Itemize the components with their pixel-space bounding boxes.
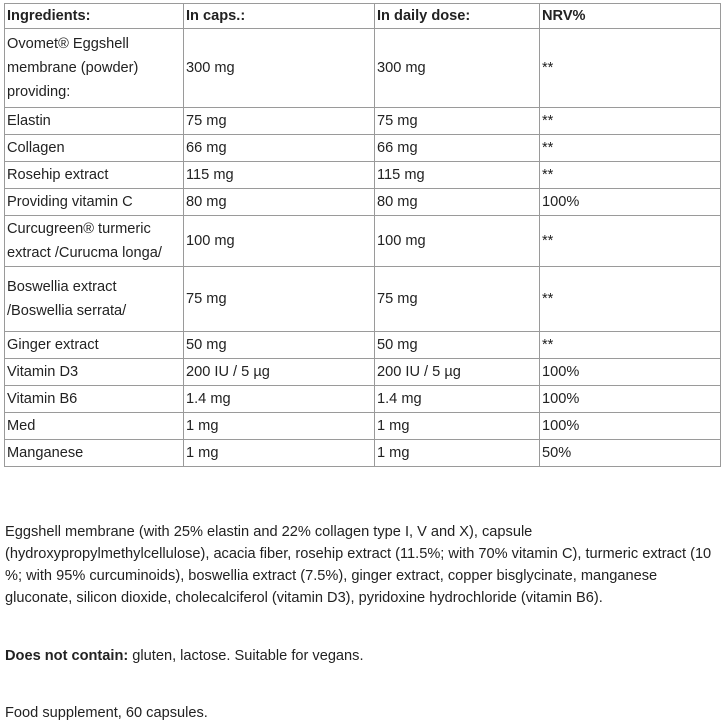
cell-nrv: ** <box>540 29 721 108</box>
cell-ingredient: Vitamin D3 <box>5 359 184 386</box>
cell-ingredient: Elastin <box>5 108 184 135</box>
cell-nrv: 100% <box>540 189 721 216</box>
cell-in-caps: 66 mg <box>184 135 375 162</box>
cell-nrv: ** <box>540 108 721 135</box>
header-in-caps: In caps.: <box>184 4 375 29</box>
cell-nrv: 100% <box>540 359 721 386</box>
cell-in-caps: 100 mg <box>184 216 375 267</box>
cell-in-caps: 115 mg <box>184 162 375 189</box>
header-daily-dose: In daily dose: <box>375 4 540 29</box>
cell-ingredient: Ginger extract <box>5 332 184 359</box>
supplement-paragraph: Food supplement, 60 capsules. <box>5 705 208 721</box>
cell-daily-dose: 66 mg <box>375 135 540 162</box>
cell-ingredient: Curcugreen® turmeric extract /Curucma longa/ <box>5 216 184 267</box>
table-row <box>5 189 721 216</box>
cell-ingredient: Vitamin B6 <box>5 386 184 413</box>
cell-daily-dose: 75 mg <box>375 267 540 332</box>
ingredients-paragraph: Eggshell membrane (with 25% elastin and 22% collagen type I, V and X), capsule (hydroxypropylmethylcellulose), acacia fiber, rosehip extract (11.5%; with 70% vitamin C), turmeric extract (10 %; with 95% curcuminoids), boswellia extract (7.5%), ginger extract, copper bisglycinate, manganese gluconate, silicon dioxide, cholecalciferol (vitamin D3), pyridoxine hydrochloride (vitamin B6). <box>5 524 712 606</box>
table-row <box>5 332 721 359</box>
table-header-row <box>5 4 721 29</box>
cell-daily-dose: 75 mg <box>375 108 540 135</box>
table-row <box>5 267 721 332</box>
cell-daily-dose: 1.4 mg <box>375 386 540 413</box>
table-row <box>5 386 721 413</box>
cell-nrv: ** <box>540 332 721 359</box>
header-ingredients: Ingredients: <box>5 4 184 29</box>
cell-in-caps: 50 mg <box>184 332 375 359</box>
cell-ingredient: Collagen <box>5 135 184 162</box>
table-row <box>5 108 721 135</box>
table-row <box>5 440 721 467</box>
cell-nrv: ** <box>540 267 721 332</box>
allergen-label: Does not contain: <box>5 648 129 664</box>
cell-daily-dose: 80 mg <box>375 189 540 216</box>
cell-in-caps: 300 mg <box>184 29 375 108</box>
cell-daily-dose: 200 IU / 5 µg <box>375 359 540 386</box>
cell-ingredient: Rosehip extract <box>5 162 184 189</box>
cell-in-caps: 1 mg <box>184 440 375 467</box>
header-nrv: NRV% <box>540 4 721 29</box>
ingredients-table <box>4 3 721 467</box>
cell-ingredient: Ovomet® Eggshell membrane (powder) providing: <box>5 29 184 108</box>
cell-nrv: 50% <box>540 440 721 467</box>
cell-in-caps: 75 mg <box>184 108 375 135</box>
cell-nrv: ** <box>540 135 721 162</box>
cell-in-caps: 80 mg <box>184 189 375 216</box>
cell-in-caps: 75 mg <box>184 267 375 332</box>
cell-daily-dose: 50 mg <box>375 332 540 359</box>
table-row <box>5 413 721 440</box>
cell-in-caps: 200 IU / 5 µg <box>184 359 375 386</box>
cell-ingredient: Med <box>5 413 184 440</box>
cell-in-caps: 1 mg <box>184 413 375 440</box>
cell-nrv: ** <box>540 216 721 267</box>
allergen-paragraph <box>5 645 721 667</box>
table-row <box>5 359 721 386</box>
cell-daily-dose: 1 mg <box>375 413 540 440</box>
table-row <box>5 135 721 162</box>
cell-daily-dose: 300 mg <box>375 29 540 108</box>
cell-in-caps: 1.4 mg <box>184 386 375 413</box>
cell-nrv: ** <box>540 162 721 189</box>
cell-nrv: 100% <box>540 413 721 440</box>
allergen-text: gluten, lactose. Suitable for vegans. <box>128 648 364 664</box>
cell-nrv: 100% <box>540 386 721 413</box>
table-row <box>5 216 721 267</box>
table-row <box>5 29 721 108</box>
table-row <box>5 162 721 189</box>
cell-ingredient: Providing vitamin C <box>5 189 184 216</box>
cell-daily-dose: 100 mg <box>375 216 540 267</box>
cell-daily-dose: 1 mg <box>375 440 540 467</box>
cell-daily-dose: 115 mg <box>375 162 540 189</box>
cell-ingredient: Manganese <box>5 440 184 467</box>
cell-ingredient: Boswellia extract /Boswellia serrata/ <box>5 267 184 332</box>
